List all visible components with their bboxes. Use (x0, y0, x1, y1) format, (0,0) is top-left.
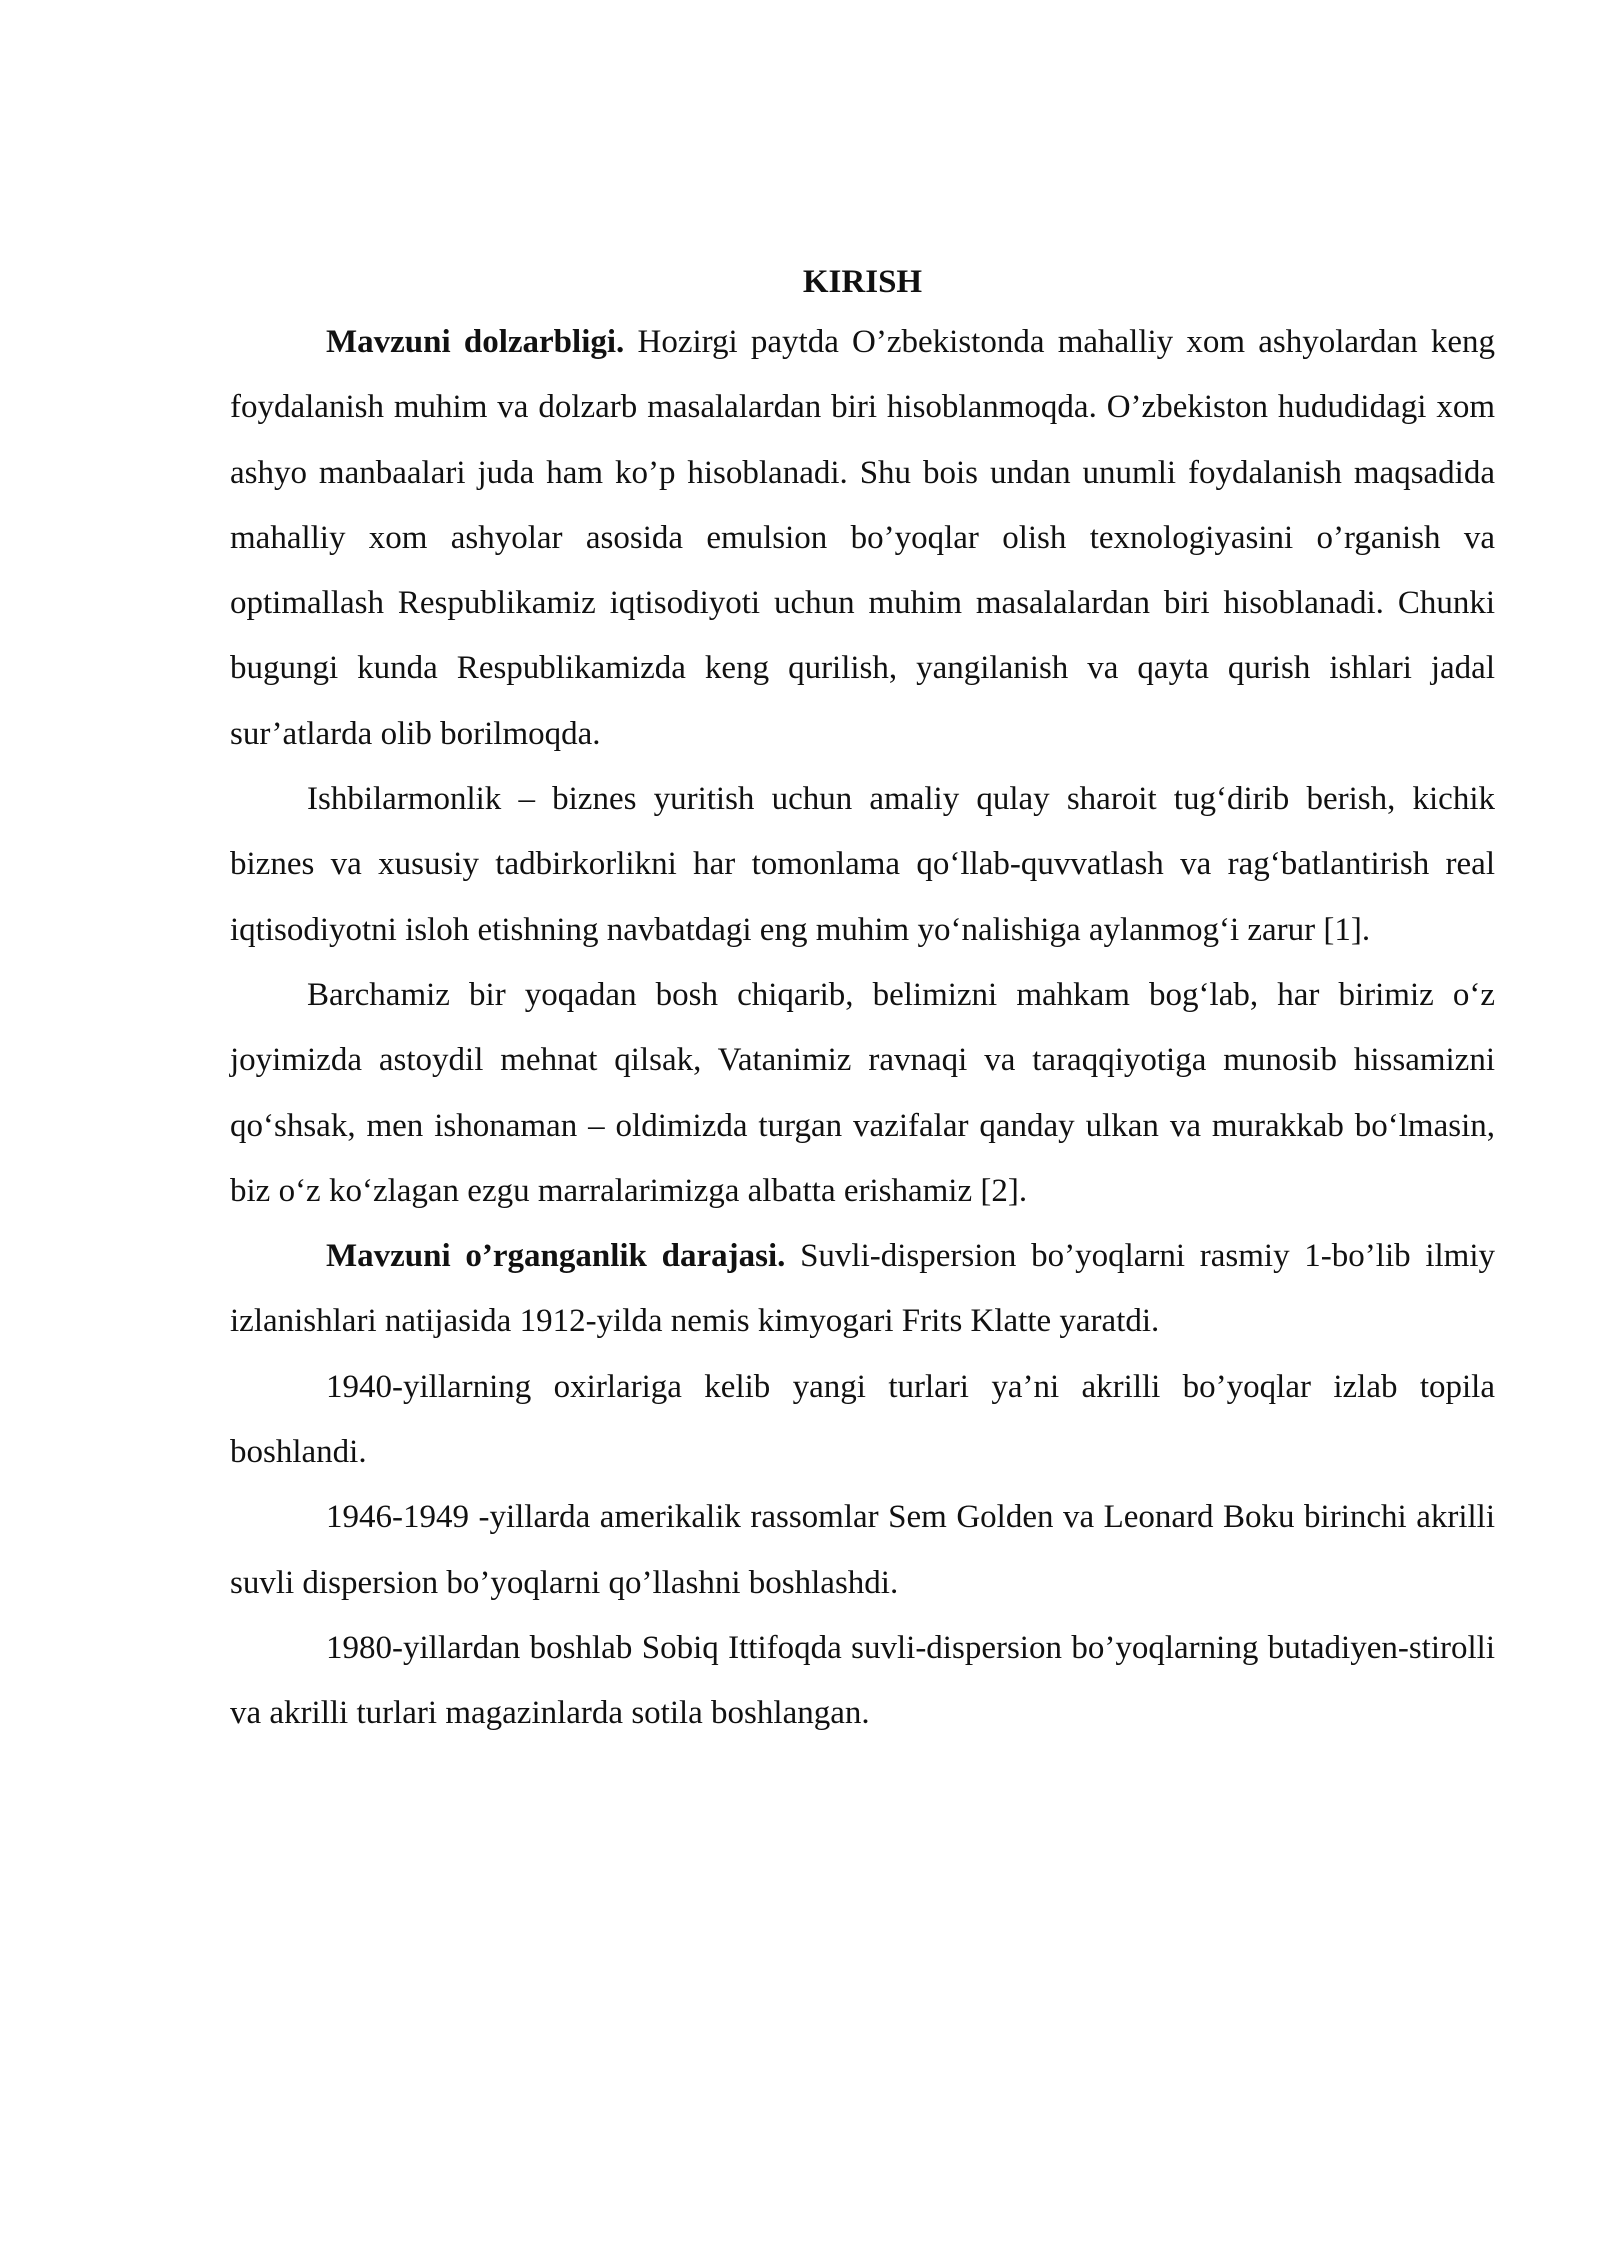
paragraph-text: Ishbilarmonlik – biznes yuritish uchun amaliy qulay sharoit tug‘dirib berish, kichik biznes va xususiy tadbirkorlikni har tomonlama qo‘llab-quvvatlash va rag‘batlantirish real iqtisodiyotni isloh etishning navbatdagi eng muhim yo‘nalishiga aylanmog‘i zarur [1]. (230, 781, 1495, 948)
paragraph-text: Suvli-dispersion bo’yoqlarni rasmiy 1-bo’lib ilmiy izlanishlari natijasida 1912-yilda nemis kimyogari Frits Klatte yaratdi. (230, 1238, 1496, 1340)
section-heading: KIRISH (802, 264, 923, 300)
paragraph-1980s (230, 1616, 1495, 1747)
paragraph-degree-of-study (230, 1224, 1495, 1355)
paragraph-joint-effort (230, 963, 1495, 1224)
paragraph-text: 1946-1949 -yillarda amerikalik rassomlar Sem Golden va Leonard Boku birinchi akrilli suvli dispersion bo’yoqlarni qo’llashni boshlashdi. (230, 1499, 1495, 1601)
paragraph-text: 1940-yillarning oxirlariga kelib yangi turlari ya’ni akrilli bo’yoqlar izlab topila boshlandi. (230, 1368, 1495, 1471)
document-page (230, 262, 1495, 1747)
paragraph-1946-1949 (230, 1485, 1495, 1616)
paragraph-text: Barchamiz bir yoqadan bosh chiqarib, belimizni mahkam bog‘lab, har birimiz o‘z joyimizda astoydil mehnat qilsak, Vatanimiz ravnaqi va taraqqiyotiga munosib hissamizni qo‘shsak, men ishonaman – oldimizda turgan vazifalar qanday ulkan va murakkab bo‘lmasin, biz o‘z ko‘zlagan ezgu marralarimizga albatta erishamiz [2]. (230, 976, 1495, 1209)
paragraph-text: 1980-yillardan boshlab Sobiq Ittifoqda suvli-dispersion bo’yoqlarning butadiyen-stirolli va akrilli turlari magazinlarda sotila boshlangan. (230, 1629, 1495, 1732)
paragraph-text: Hozirgi paytda O’zbekistonda mahalliy xom ashyolardan keng foydalanish muhim va dolzarb masalalardan biri hisoblanmoqda. O’zbekiston hududidagi xom ashyo manbaalari juda ham ko’p hisoblanadi. Shu bois undan unumli foydalanish maqsadida mahalliy xom ashyolar asosida emulsion bo’yoqlar olish texnologiyasini o’rganish va optimallash Respublikamiz iqtisodiyoti uchun muhim masalalardan biri hisoblanadi. Chunki bugungi kunda Respublikamizda keng qurilish, yangilanish va qayta qurish ishlari jadal sur’atlarda olib borilmoqda. (230, 324, 1495, 752)
paragraph-lead: Mavzuni dolzarbligi. (326, 324, 625, 360)
paragraph-entrepreneurship (230, 767, 1495, 963)
paragraph-lead: Mavzuni o’rganganlik darajasi. (326, 1238, 786, 1275)
paragraph-1940s (230, 1355, 1495, 1486)
paragraph-relevance (230, 310, 1495, 767)
